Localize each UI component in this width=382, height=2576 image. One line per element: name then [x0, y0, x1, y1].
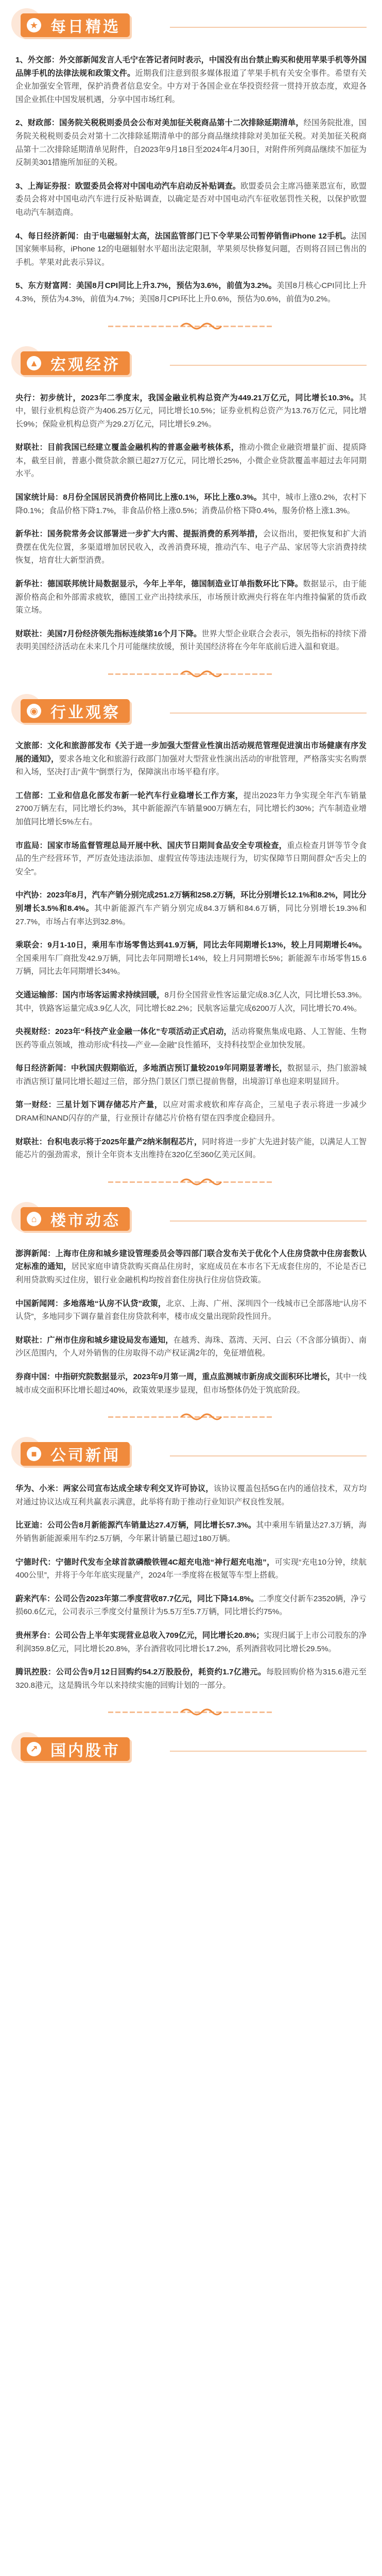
news-source: 券商中国：	[15, 1372, 55, 1381]
section-title: 国内股市	[50, 1742, 120, 1760]
section-divider	[15, 1407, 367, 1427]
section-divider	[15, 664, 367, 684]
divider-wave-icon	[180, 320, 222, 332]
news-body: 8月份全国营业性客运量完成8.3亿人次，同比增长53.3%。其中，铁路客运量完成3.9亿人次，同比增长82.2%；民航客运量完成6200万人次，同比增长70.4%。	[15, 990, 367, 1013]
news-source: 华为、小米：	[15, 1484, 63, 1494]
news-item	[15, 1136, 367, 1162]
news-headline: 三星计划下调存储芯片产量，	[56, 1100, 163, 1110]
section-title-badge	[21, 351, 130, 375]
news-item	[15, 578, 367, 617]
news-item	[15, 491, 367, 517]
section-title: 每日精选	[50, 19, 120, 36]
news-body: 在越秀、海珠、荔湾、天河、白云（不含部分镇街）、南沙区范围内，个人对外销售的住房取得不动产权证满2年的，免征增值税。	[15, 1335, 367, 1358]
news-body: 每股回购价格为315.6港元至320.8港元，这是腾讯今年以来持续实施的回购计划的一部分。	[15, 1668, 367, 1690]
news-headline: 国务院常务会议部署进一步扩大内需、提振消费的系列举措，	[47, 530, 263, 539]
section-5	[15, 1729, 367, 1765]
news-headline: 中秋国庆假期临近，多地酒店预订量较2019年同期显著增长，	[71, 1064, 287, 1073]
news-source: 新华社：	[15, 530, 48, 539]
news-headline: 公司公告9月12日回购约54.2万股股份，耗资约1.7亿港元。	[56, 1668, 266, 1677]
news-source: 腾讯控股：	[15, 1668, 56, 1677]
news-source: 央视财经：	[15, 1027, 56, 1037]
news-source: 财联社：	[15, 629, 47, 638]
section-title-badge	[21, 1207, 130, 1231]
news-body: 数据显示，由于能源价格高企和外部需求疲软，德国工业产出持续承压，市场预计欧洲央行将在年内维持偏紧的货币政策立场。	[15, 580, 367, 615]
section-header	[15, 343, 367, 379]
section-title-badge	[21, 1737, 130, 1761]
house-icon: ⌂	[27, 1212, 41, 1226]
news-item	[15, 1629, 367, 1655]
news-source: 2、财政部：	[15, 118, 60, 128]
news-body: 提出2023年力争实现全年汽车销量2700万辆左右，同比增长约3%，其中新能源汽车销量900万辆左右，同比增长约30%；汽车制造业增加值同比增长5%左右。	[15, 791, 367, 826]
news-item	[15, 1062, 367, 1088]
news-source: 宁德时代：	[15, 1557, 56, 1567]
news-body: 可实现“充电10分钟，续航400公里”，并将于今年年底实现量产，2024年一季度将在极氪等车型上搭载。	[15, 1557, 367, 1580]
news-item	[15, 1482, 367, 1509]
news-body: 活动将聚焦集成电路、人工智能、生物医药等重点领域，推动形成“科技—产业—金融”良性循环，支持科技型企业加快发展。	[15, 1027, 367, 1049]
news-item	[15, 1519, 367, 1545]
section-3	[15, 1199, 367, 1397]
news-body: 经国务院批准，国务院关税税则委员会对第十二次排除延期清单中的部分商品继续排除对美加征关税。对美加征关税商品第十二次排除延期清单见附件，自2023年9月18日至2024年4月30日，对附件所列商品继续不加征为反制美301措施所加征的关税。	[15, 118, 367, 167]
news-headline: 2023年8月，汽车产销分别完成251.2万辆和258.2万辆，环比分别增长12.1%和8.2%，同比分别增长3.5%和8.4%。	[15, 891, 367, 913]
news-headline: 9月1-10日，乘用车市场零售达到41.9万辆，同比去年同期增长13%，较上月同期增长4%。	[47, 941, 367, 950]
news-source: 交通运输部：	[15, 990, 63, 999]
section-0	[15, 5, 367, 306]
news-headline: 公司公告2023年第二季度营收87.7亿元，同比下降14.8%。	[55, 1594, 259, 1603]
news-item	[15, 1592, 367, 1619]
briefcase-icon: ■	[27, 1447, 41, 1461]
news-item	[15, 180, 367, 219]
news-source: 5、东方财富网：	[15, 281, 77, 291]
news-headline: 广州市住房和城乡建设局发布通知，	[47, 1335, 173, 1345]
news-headline: 多地落地“认房不认贷”政策，	[63, 1299, 166, 1308]
news-source: 乘联会：	[15, 941, 48, 950]
news-body: 要求各地文化和旅游行政部门加强对大型营业性演出活动的审批管理，严格落实实名购票和入场，坚决打击“黄牛”倒票行为，保障演出市场平稳有序。	[15, 754, 367, 777]
news-item	[15, 1556, 367, 1582]
section-1	[15, 343, 367, 654]
section-divider	[15, 1172, 367, 1192]
news-headline: 宁德时代发布全球首款磷酸铁锂4C超充电池“神行超充电池”，	[55, 1557, 275, 1567]
header-rule	[170, 713, 367, 714]
chart-icon: ▲	[27, 356, 41, 370]
news-body: 北京、上海、广州、深圳四个一线城市已全部落地“认房不认贷”，多地同步下调存量首套住房贷款利率，楼市成交量出现阶段性回升。	[15, 1299, 367, 1321]
news-item	[15, 1370, 367, 1397]
news-source: 比亚迪：	[15, 1521, 47, 1530]
news-body: 重点检查月饼等节令食品的生产经营环节，严厉查处违法添加、虚假宣传等违法违规行为，切实保障节日期间群众“舌尖上的安全”。	[15, 841, 367, 876]
news-body: 其中，城市上涨0.2%，农村下降0.1%；食品价格下降1.7%，非食品价格上涨0.5%；消费品价格下降0.4%，服务价格上涨1.3%。	[15, 493, 367, 515]
news-source: 蔚来汽车：	[15, 1594, 55, 1603]
section-title-badge	[21, 699, 130, 723]
news-item	[15, 1025, 367, 1052]
news-item	[15, 1247, 367, 1287]
news-item	[15, 789, 367, 829]
news-headline: 两家公司宣布达成全球专利交叉许可协议，	[63, 1484, 214, 1494]
section-header	[15, 691, 367, 727]
news-body: 实现归属于上市公司股东的净利润359.8亿元，同比增长20.8%，茅台酒营收同比增长17.2%，系列酒营收同比增长29.5%。	[15, 1631, 367, 1653]
news-body: 其中一线城市成交面积环比增长超过40%，政策效果逐步显现，但市场整体仍处于筑底阶段。	[15, 1372, 367, 1395]
news-headline: 上海市住房和城乡建设管理委员会等四部门联合发布关于优化个人住房贷款中住房套数认定标准的通知，	[15, 1249, 367, 1272]
news-source: 第一财经：	[15, 1100, 57, 1110]
divider-wave-icon	[180, 1176, 222, 1188]
divider-wave-icon	[180, 1411, 222, 1422]
news-body: 数据显示，热门旅游城市酒店预订量同比增长超过三倍，部分热门景区门票已提前售罄，出境游订单也迎来明显回升。	[15, 1064, 367, 1086]
news-item	[15, 628, 367, 654]
news-item	[15, 839, 367, 879]
news-body: 法国国家频率局称，iPhone 12的电磁辐射水平超出法定限制，苹果须尽快修复问题，否则将召回已售出的手机。苹果对此表示异议。	[15, 231, 367, 267]
news-headline: 国家市场监督管理总局开展中秋、国庆节日期间食品安全专项检查，	[47, 841, 287, 850]
news-item	[15, 1666, 367, 1692]
news-headline: 德国联邦统计局数据显示，今年上半年，德国制造业订单指数环比下降。	[47, 580, 303, 589]
section-title-badge	[21, 13, 130, 37]
news-headline: 国内市场客运需求持续回暖，	[62, 990, 165, 999]
news-headline: 工业和信息化部发布新一轮汽车行业稳增长工作方案，	[48, 791, 244, 800]
news-item	[15, 889, 367, 928]
news-body: 全国乘用车厂商批发42.9万辆，同比去年同期增长14%，较上月同期增长5%；新能源车市场零售15.6万辆，同比去年同期增长34%。	[15, 954, 367, 976]
news-headline: 2023年“科技产业金融一体化”专项活动正式启动，	[55, 1027, 232, 1037]
news-source: 中国新闻网：	[15, 1299, 63, 1308]
news-headline: 外交部新闻发言人毛宁在答记者问时表示，中国没有出台禁止购买和使用苹果手机等外国品牌手机的法律法规和政策文件。	[15, 56, 367, 78]
section-header	[15, 1199, 367, 1235]
section-2	[15, 691, 367, 1162]
news-body: 其中，银行业机构总资产为406.25万亿元，同比增长10.5%；证券业机构总资产为13.76万亿元，同比增长9%；保险业机构总资产为29.2万亿元，同比增长9.2%。	[15, 393, 367, 429]
eye-icon: ◉	[27, 704, 41, 718]
news-source: 新华社：	[15, 580, 48, 589]
news-headline: 公司公告上半年实现营业总收入709亿元，同比增长20.8%；	[55, 1631, 264, 1640]
news-body: 二季度交付新车23520辆，净亏损60.6亿元，公司表示三季度交付量预计为5.5万至5.7万辆，同比增长约75%。	[15, 1594, 367, 1617]
news-body: 该协议覆盖包括5G在内的通信技术，双方均对通过协议达成互利共赢表示满意，此举将有助于推动行业知识产权良性发展。	[15, 1484, 367, 1506]
news-source: 市监局：	[15, 841, 48, 850]
news-headline: 8月份全国居民消费价格同比上涨0.1%，环比上涨0.3%。	[63, 493, 262, 502]
news-headline: 中指研究院数据显示，2023年9月第一周，重点监测城市新房成交面积环比增长，	[55, 1372, 336, 1381]
header-rule	[170, 1221, 367, 1222]
divider-wave-icon	[180, 668, 222, 680]
news-headline: 欧盟委员会将对中国电动汽车启动反补贴调查。	[75, 181, 241, 191]
news-item	[15, 392, 367, 431]
news-body: 会议指出，要把恢复和扩大消费摆在优先位置，多渠道增加居民收入，改善消费环境，推动汽车、电子产品、家居等大宗消费持续恢复，培育壮大新型消费。	[15, 530, 367, 565]
news-item	[15, 441, 367, 481]
trend-icon: ↗	[27, 1742, 41, 1756]
news-item	[15, 1334, 367, 1360]
news-item	[15, 54, 367, 106]
news-headline: 文化和旅游部发布《关于进一步加强大型营业性演出活动规范管理促进演出市场健康有序发展的通知》，	[15, 741, 367, 764]
news-headline: 目前我国已经建立覆盖金融机构的普惠金融考核体系，	[47, 443, 239, 452]
news-body: 同时将进一步扩大先进封装产能，以满足人工智能芯片的强劲需求，预计全年资本支出维持在320亿至360亿美元区间。	[15, 1137, 367, 1160]
news-item	[15, 1297, 367, 1324]
news-body: 居民家庭申请贷款购买商品住房时，家庭成员在本市名下无成套住房的，不论是否已利用贷款购买过住房，银行业金融机构均按首套住房执行住房信贷政策。	[15, 1262, 367, 1285]
news-source: 国家统计局：	[15, 493, 63, 502]
news-body: 推动小微企业融资增量扩面、提质降本，截至目前，普惠小微贷款余额已超27万亿元，同比增长25%，小微企业贷款覆盖率超过去年同期水平。	[15, 443, 367, 479]
news-source: 财联社：	[15, 1137, 47, 1146]
news-headline: 公司公告8月新能源汽车销量达27.4万辆，同比增长57.3%。	[47, 1521, 256, 1530]
news-headline: 国务院关税税则委员会公布对美加征关税商品第十二次排除延期清单，	[59, 118, 304, 128]
news-source: 央行：	[15, 393, 40, 402]
news-item	[15, 279, 367, 306]
news-source: 4、每日经济新闻：	[15, 231, 84, 241]
news-headline: 初步统计，2023年二季度末，我国金融业机构总资产为449.21万亿元，同比增长10.3%。	[40, 393, 359, 402]
news-body: 世界大型企业联合会表示，领先指标的持续下滑表明美国经济活动在未来几个月可能继续放缓，预计美国经济将在今年年底前后进入温和衰退。	[15, 629, 367, 652]
news-source: 澎湃新闻：	[15, 1249, 56, 1258]
news-item	[15, 739, 367, 779]
divider-wave-icon	[180, 1706, 222, 1718]
news-source: 文旅部：	[15, 741, 48, 750]
news-source: 贵州茅台：	[15, 1631, 55, 1640]
section-header	[15, 1729, 367, 1765]
news-body: 其中新能源汽车产销分别完成84.3万辆和84.6万辆，同比分别增长19.3%和27.7%，市场占有率达到32.8%。	[15, 904, 367, 926]
news-source: 财联社：	[15, 443, 48, 452]
news-headline: 美国8月CPI同比上升3.7%，预估为3.6%，前值为3.2%。	[76, 281, 277, 291]
news-headline: 美国7月份经济领先指标连续第16个月下降。	[47, 629, 202, 638]
news-item	[15, 989, 367, 1015]
news-item	[15, 1098, 367, 1125]
news-source: 3、上海证券报：	[15, 181, 75, 191]
news-body: 其中乘用车销量达27.3万辆，海外销售新能源乘用车约2.5万辆，今年累计销量已超过180万辆。	[15, 1521, 367, 1543]
news-body: 欧盟委员会主席冯德莱恩宣布，欧盟委员会将对中国电动汽车进行反补贴调查，以确定是否对中国电动汽车征收惩罚性关税，以保护欧盟电动汽车制造商。	[15, 181, 367, 217]
section-divider	[15, 1702, 367, 1722]
section-title: 行业观察	[50, 704, 120, 721]
section-divider	[15, 316, 367, 336]
news-headline: 台积电表示将于2025年量产2纳米制程芯片，	[46, 1137, 202, 1146]
news-headline: 由于电磁辐射太高，法国监管部门已下令苹果公司暂停销售iPhone 12手机。	[83, 231, 351, 241]
section-header	[15, 5, 367, 41]
section-title: 楼市动态	[50, 1212, 120, 1229]
news-item	[15, 528, 367, 567]
section-title-badge	[21, 1442, 130, 1466]
news-source: 1、外交部：	[15, 56, 60, 64]
news-item	[15, 939, 367, 978]
section-title: 宏观经济	[50, 356, 120, 374]
header-rule	[170, 365, 367, 366]
section-title: 公司新闻	[50, 1447, 120, 1465]
news-source: 中汽协：	[15, 891, 47, 900]
news-item	[15, 230, 367, 269]
news-source: 工信部：	[15, 791, 48, 800]
news-body: 近期我们注意到很多媒体报道了苹果手机有关安全事件。希望有关企业加强安全管理，保护消费者信息安全。中方对于各国企业在华投资经营一贯持开放态度，欢迎各国企业抓住中国发展机遇，分享中国市场红利。	[15, 69, 367, 104]
news-item	[15, 116, 367, 169]
header-rule	[170, 1751, 367, 1752]
header-rule	[170, 27, 367, 28]
news-body: 以应对需求疲软和库存高企，三星电子表示将进一步减少DRAM和NAND闪存的产量，行业预计存储芯片价格有望在四季度企稳回升。	[15, 1100, 367, 1123]
header-rule	[170, 1455, 367, 1456]
news-source: 每日经济新闻：	[15, 1064, 72, 1073]
star-icon: ★	[27, 18, 41, 32]
section-header	[15, 1434, 367, 1470]
news-source: 财联社：	[15, 1335, 47, 1345]
news-body: 美国8月核心CPI同比上升4.3%，预估为4.3%，前值为4.7%；美国8月CPI环比上升0.6%，预估为0.6%，前值为0.2%。	[15, 281, 367, 303]
section-4	[15, 1434, 367, 1692]
